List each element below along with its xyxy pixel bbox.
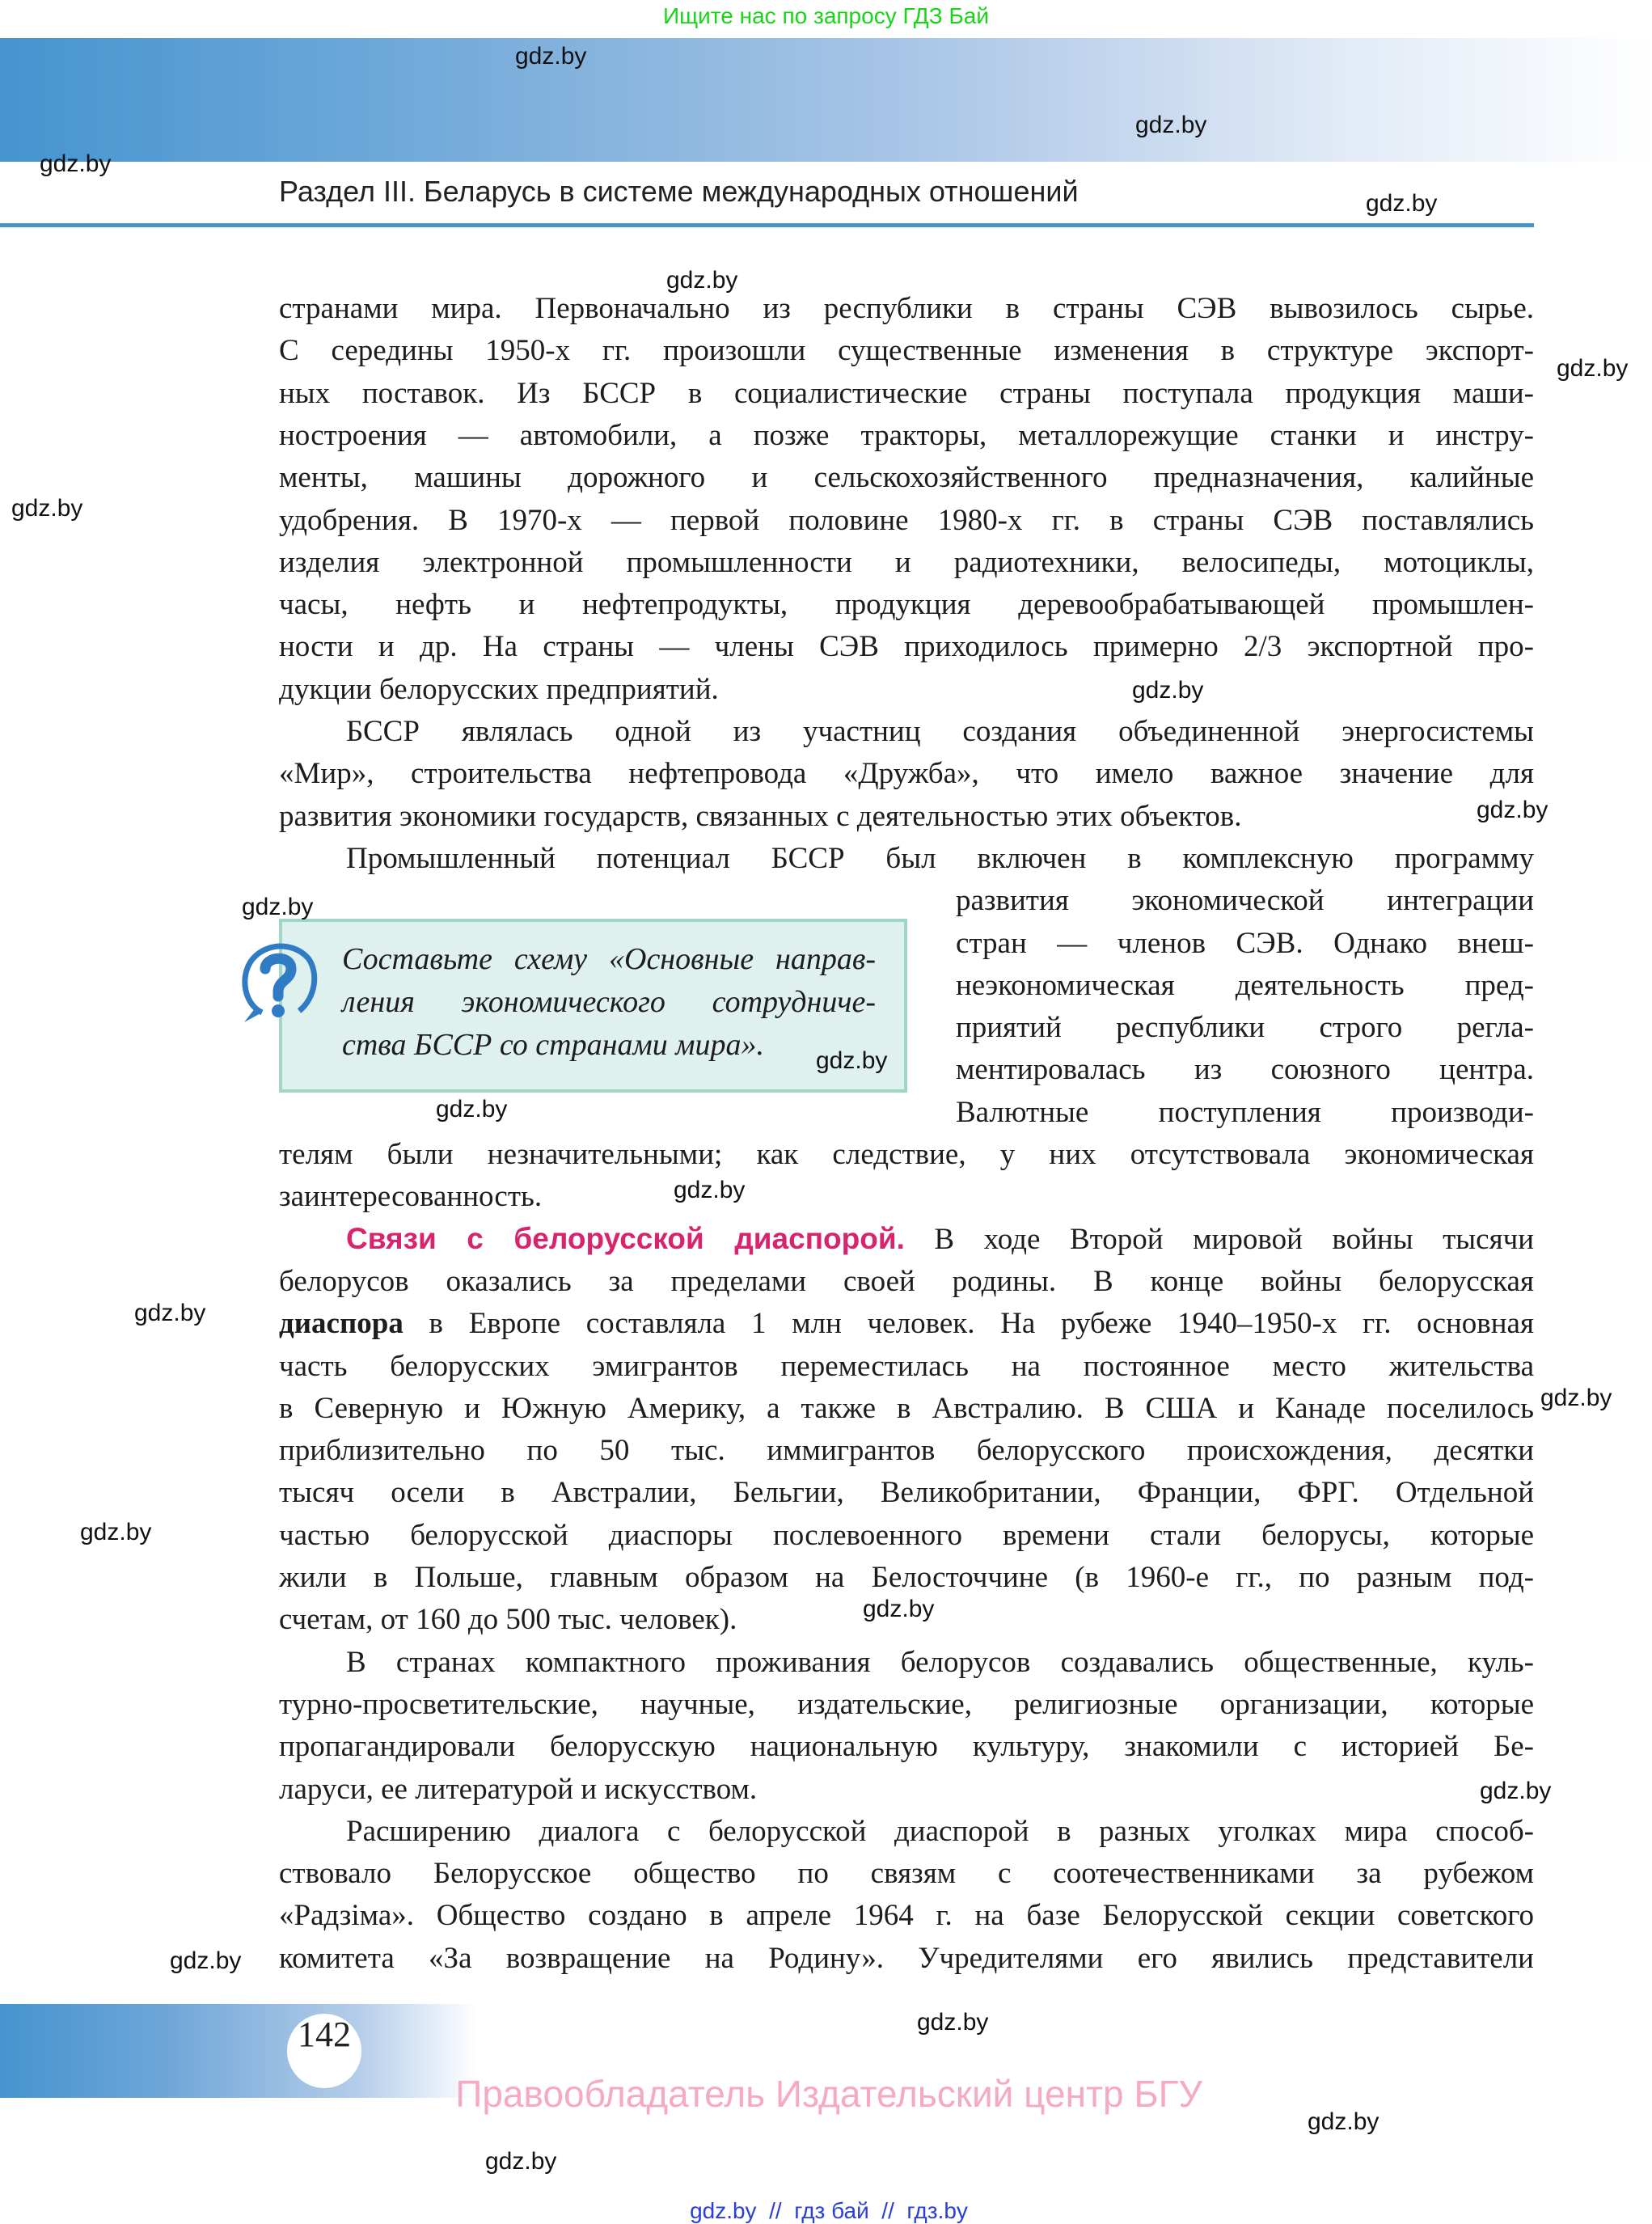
text-line: изделия электронной промышленности и радиотехники, велосипеды, мотоциклы, — [279, 545, 1534, 579]
text-line: В странах компактного проживания белорусов создавались общественные, куль- — [346, 1645, 1534, 1679]
watermark: gdz.by — [1366, 190, 1438, 217]
watermark: gdz.by — [515, 43, 587, 70]
text-line: удобрения. В 1970-х — первой половине 1980-х гг. в страны СЭВ поставлялись — [279, 503, 1534, 537]
text-line: пропагандировали белорусскую национальную культуру, знакомили с историей Бе- — [279, 1730, 1534, 1764]
text-segment: в Европе составляла 1 млн человек. На рубеже 1940–1950-х гг. основная — [403, 1307, 1534, 1341]
watermark: gdz.by — [1540, 1385, 1612, 1411]
text-line: приятий республики строго регла- — [956, 1011, 1534, 1045]
copyright-note: Правообладатель Издательский центр БГУ — [455, 2073, 1202, 2115]
text-segment: В ходе Второй мировой войны тысячи — [904, 1222, 1534, 1256]
watermark: gdz.by — [816, 1047, 888, 1074]
text-line — [279, 1303, 1534, 1345]
text-line: развития экономической интеграции — [956, 884, 1534, 918]
text-line: ствовало Белорусское общество по связям с соотечественниками за рубежом — [279, 1857, 1534, 1891]
text-line: в Северную и Южную Америку, а также в Австралию. В США и Канаде поселилось — [279, 1391, 1534, 1425]
text-line: счетам, от 160 до 500 тыс. человек). — [279, 1603, 737, 1637]
bottom-links[interactable]: gdz.by // гдз бай // гдз.by — [690, 2198, 968, 2223]
text-line: БССР являлась одной из участниц создания объединенной энергосистемы — [346, 715, 1534, 748]
task-line: ления экономического сотрудниче- — [342, 985, 876, 1019]
text-line: «Радзіма». Общество создано в апреле 1964 г. на базе Белорусской секции советского — [279, 1899, 1534, 1933]
task-line: ства БССР со странами мира». — [342, 1028, 764, 1062]
text-line: ларуси, ее литературой и искусством. — [279, 1772, 758, 1806]
text-line: менты, машины дорожного и сельскохозяйственного предназначения, калийные — [279, 461, 1534, 495]
watermark: gdz.by — [666, 267, 738, 294]
text-line: ностроения — автомобили, а позже тракторы, металлорежущие станки и инстру- — [279, 418, 1534, 452]
text-line: белорусов оказались за пределами своей родины. В конце войны белорусская — [279, 1264, 1534, 1298]
text-line: странами мира. Первоначально из республики в страны СЭВ вывозилось сырье. — [279, 292, 1534, 325]
watermark: gdz.by — [674, 1177, 746, 1203]
watermark: gdz.by — [1480, 1778, 1552, 1804]
text-line: жили в Польше, главным образом на Белосточчине (в 1960-е гг., по разным под- — [279, 1561, 1534, 1594]
text-line: неэкономическая деятельность пред- — [956, 968, 1534, 1002]
text-line: тысяч осели в Австралии, Бельгии, Великобритании, Франции, ФРГ. Отдельной — [279, 1476, 1534, 1510]
header-band — [0, 38, 1652, 162]
watermark: gdz.by — [485, 2148, 557, 2175]
text-line: ментировалась из союзного центра. — [956, 1053, 1534, 1087]
watermark: gdz.by — [11, 495, 83, 522]
text-line: стран — членов СЭВ. Однако внеш- — [956, 926, 1534, 960]
text-line: развития экономики государств, связанных с деятельностью этих объектов. — [279, 799, 1242, 833]
text-line: С середины 1950-х гг. произошли существенные изменения в структуре экспорт- — [279, 334, 1534, 368]
watermark: gdz.by — [1477, 797, 1548, 823]
text-line: Расширению диалога с белорусской диаспорой в разных уголках мира способ- — [346, 1814, 1534, 1848]
task-line: Составьте схему «Основные направ- — [342, 942, 876, 976]
text-line: приблизительно по 50 тыс. иммигрантов белорусского происхождения, десятки — [279, 1434, 1534, 1468]
text-line: ности и др. На страны — члены СЭВ приходилось примерно 2/3 экспортной про- — [279, 630, 1534, 664]
text-line: частью белорусской диаспоры послевоенного времени стали белорусы, которые — [279, 1518, 1534, 1552]
text-line: Валютные поступления производи- — [956, 1095, 1534, 1129]
bold-term: диаспора — [279, 1307, 403, 1341]
text-line: часть белорусских эмигрантов переместилась на постоянное место жительства — [279, 1349, 1534, 1383]
text-line: ных поставок. Из БССР в социалистические страны поступала продукция маши- — [279, 376, 1534, 410]
watermark: gdz.by — [917, 2009, 989, 2036]
watermark: gdz.by — [80, 1519, 152, 1545]
text-line: часы, нефть и нефтепродукты, продукция деревообрабатывающей промышлен- — [279, 588, 1534, 622]
text-line: заинтересованность. — [279, 1180, 543, 1214]
text-line: комитета «За возвращение на Родину». Учредителями его явились представители — [279, 1941, 1534, 1975]
text-line: Промышленный потенциал БССР был включен в комплексную программу — [346, 841, 1534, 875]
watermark: gdz.by — [1308, 2108, 1379, 2135]
watermark: gdz.by — [40, 150, 112, 177]
header-divider — [0, 223, 1534, 227]
watermark: gdz.by — [1132, 677, 1204, 704]
watermark: gdz.by — [436, 1096, 508, 1123]
question-icon — [238, 938, 319, 1027]
text-line: телям были незначительными; как следствие, у них отсутствовала экономическая — [279, 1138, 1534, 1171]
section-title: Раздел III. Беларусь в системе международных отношений — [279, 175, 1079, 208]
watermark: gdz.by — [170, 1947, 242, 1974]
watermark: gdz.by — [863, 1596, 935, 1622]
watermark: gdz.by — [242, 894, 314, 920]
watermark: gdz.by — [1557, 355, 1629, 382]
top-search-note: Ищите нас по запросу ГДЗ Бай — [662, 3, 990, 28]
subsection-heading: Связи с белорусской диаспорой. — [346, 1221, 905, 1255]
text-line: «Мир», строительства нефтепровода «Дружба», что имело важное значение для — [279, 757, 1534, 791]
text-line: дукции белорусских предприятий. — [279, 672, 719, 706]
text-line — [346, 1219, 1534, 1261]
text-line: турно-просветительские, научные, издательские, религиозные организации, которые — [279, 1687, 1534, 1721]
watermark: gdz.by — [134, 1300, 206, 1326]
watermark: gdz.by — [1135, 112, 1207, 138]
page-number: 142 — [287, 2014, 361, 2088]
